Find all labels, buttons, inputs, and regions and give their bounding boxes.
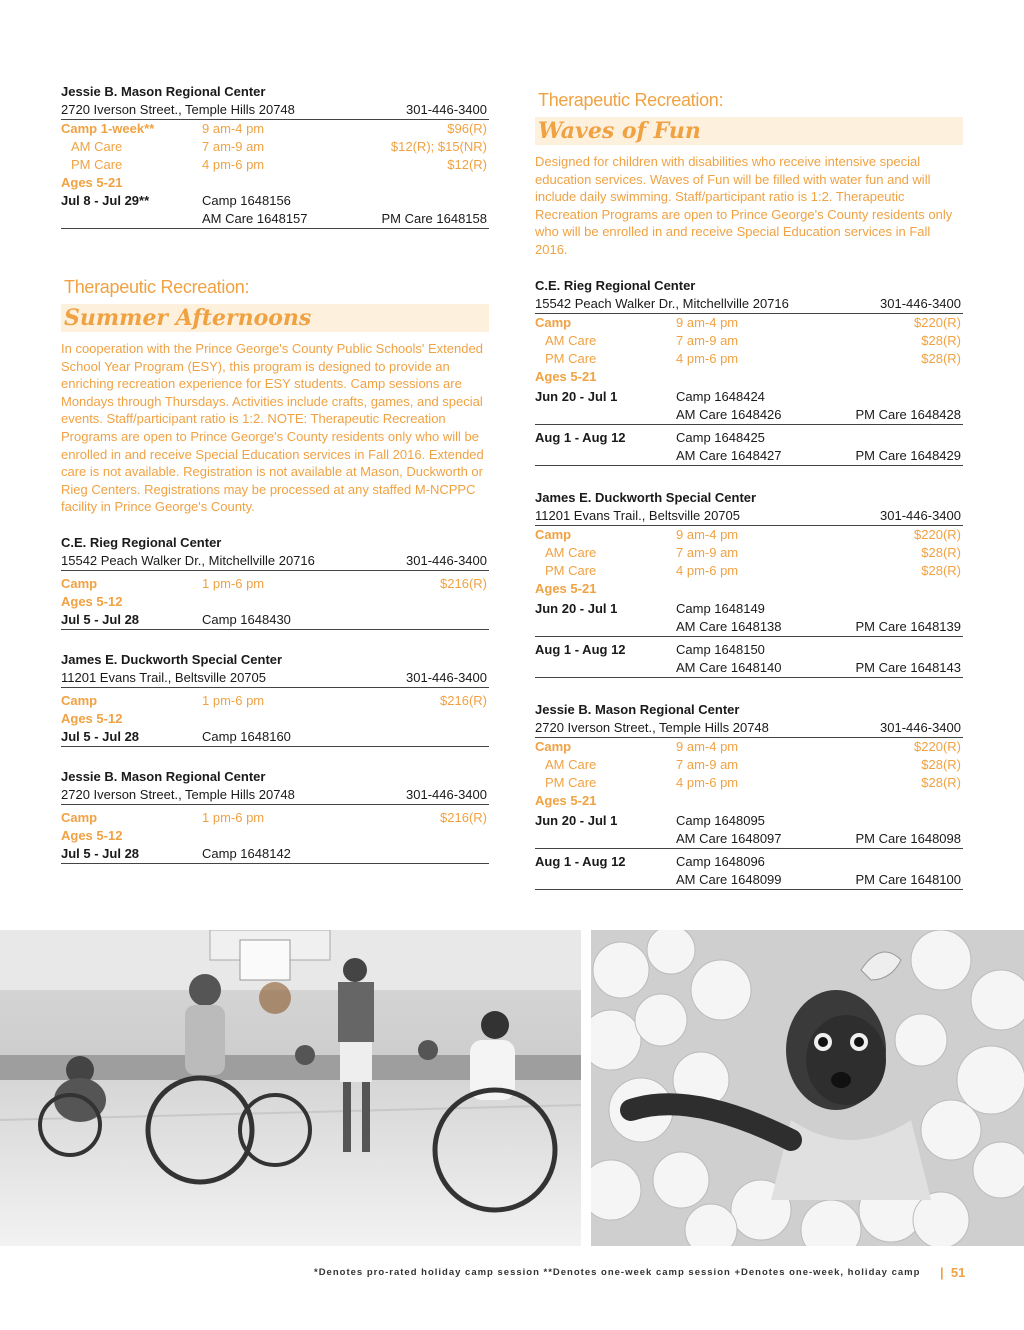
fee-time: 7 am-9 am: [202, 139, 265, 154]
fee-price: $28(R): [921, 563, 961, 578]
fee-price: $216(R): [440, 693, 487, 708]
session-row: [535, 429, 963, 447]
phone: 301-446-3400: [406, 787, 487, 802]
session-row: [535, 447, 963, 466]
fee-price: $28(R): [921, 775, 961, 790]
section-description: Designed for children with disabilities who receive intensive special education services. Waves of Fun will be filled with water fun and will include daily swimming. Staff/participant ratio is 1:2. Therapeutic Recreation Programs are open to Prince George's County residents only who will be enrolled in and receive Special Education services in Fall 2016.: [535, 154, 953, 257]
am-code: AM Care 1648138: [676, 619, 782, 634]
fee-label: AM Care: [545, 757, 597, 772]
fee-row: [535, 526, 963, 544]
fee-label: Camp: [61, 693, 98, 708]
fee-row: [61, 575, 489, 593]
am-code: AM Care 1648157: [202, 211, 308, 226]
section-description: In cooperation with the Prince George's County Public Schools' Extended School Year Program (ESY), this program is designed to provide an enriching recreation experience for ESY students. Camp sessions are Mondays through Thursdays. Activities include crafts, games, and special events. Staff/participant ratio is 1:2. NOTE: Therapeutic Recreation Programs are open to Prince George's County residents only who will be enrolled in and receive Special Education services in Fall 2016. Extended care is not available. Registration is not available at Mason, Duckworth or Rieg Centers. Registrations may be processed at any staffed M-NCPPC facility in Prince George's County.: [61, 341, 484, 515]
fee-label: Camp: [535, 527, 572, 542]
camp-code: Camp 1648096: [676, 854, 765, 869]
fee-price: $216(R): [440, 810, 487, 825]
section-title: Waves of Fun: [538, 118, 701, 144]
duckworth-waves-block: [535, 489, 963, 678]
ages: Ages 5-21: [535, 581, 597, 596]
session-row: [535, 812, 963, 830]
session-dates: Aug 1 - Aug 12: [535, 430, 626, 445]
fee-label: Camp: [61, 576, 98, 591]
camp-code: Camp 1648149: [676, 601, 765, 616]
fee-price: $220(R): [914, 527, 961, 542]
fee-label: Camp 1-week**: [61, 121, 155, 136]
camp-code: Camp 1648095: [676, 813, 765, 828]
address: 15542 Peach Walker Dr., Mitchellville 20716: [61, 553, 315, 568]
address-row: [61, 786, 489, 805]
camp-code: Camp 1648160: [202, 729, 291, 744]
fee-price: $28(R): [921, 351, 961, 366]
pm-code: PM Care 1648143: [855, 660, 961, 675]
fee-time: 7 am-9 am: [676, 333, 739, 348]
session-dates: Jul 8 - Jul 29**: [61, 193, 150, 208]
section-prefix: Therapeutic Recreation:: [538, 90, 724, 110]
am-code: AM Care 1648097: [676, 831, 782, 846]
center-name: James E. Duckworth Special Center: [61, 652, 283, 667]
center-name: Jessie B. Mason Regional Center: [61, 84, 266, 99]
section-banner: [61, 304, 489, 332]
address: 2720 Iverson Street., Temple Hills 20748: [61, 102, 295, 117]
fee-price: $12(R): [447, 157, 487, 172]
wheelchair-basketball-photo: [0, 930, 581, 1246]
fee-price: $12(R); $15(NR): [390, 139, 487, 154]
address: 15542 Peach Walker Dr., Mitchellville 20716: [535, 296, 789, 311]
pm-code: PM Care 1648428: [855, 407, 961, 422]
ball-pit-illustration: [591, 930, 1024, 1246]
session-row: [61, 611, 489, 630]
fee-row: [61, 138, 489, 156]
camp-code: Camp 1648425: [676, 430, 765, 445]
fee-time: 4 pm-6 pm: [676, 351, 739, 366]
fee-row: [61, 156, 489, 174]
session-dates: Jul 5 - Jul 28: [61, 729, 140, 744]
wheelchair-basketball-illustration: [0, 930, 581, 1246]
center-name: James E. Duckworth Special Center: [535, 490, 757, 505]
am-code: AM Care 1648427: [676, 448, 782, 463]
session-dates: Jun 20 - Jul 1: [535, 813, 618, 828]
page-number: | 51: [940, 1265, 966, 1280]
fee-price: $96(R): [447, 121, 487, 136]
ball-pit-photo: [591, 930, 1024, 1246]
session-row: [535, 871, 963, 890]
address: 2720 Iverson Street., Temple Hills 20748: [535, 720, 769, 735]
address-row: [535, 719, 963, 738]
fee-time: 1 pm-6 pm: [202, 810, 265, 825]
fee-price: $220(R): [914, 739, 961, 754]
ages: Ages 5-12: [61, 711, 123, 726]
am-code: AM Care 1648426: [676, 407, 782, 422]
fee-time: 4 pm-6 pm: [676, 563, 739, 578]
section-prefix: Therapeutic Recreation:: [64, 277, 250, 297]
fee-row: [535, 314, 963, 332]
camp-code: Camp 1648156: [202, 193, 291, 208]
fee-time: 4 pm-6 pm: [202, 157, 265, 172]
fee-time: 1 pm-6 pm: [202, 576, 265, 591]
center-name: Jessie B. Mason Regional Center: [61, 769, 266, 784]
phone: 301-446-3400: [880, 508, 961, 523]
session-dates: Aug 1 - Aug 12: [535, 854, 626, 869]
section-title: Summer Afternoons: [64, 305, 312, 331]
fee-label: Camp: [535, 739, 572, 754]
phone: 301-446-3400: [880, 720, 961, 735]
camp-code: Camp 1648424: [676, 389, 765, 404]
address-row: [61, 101, 489, 120]
fee-price: $28(R): [921, 333, 961, 348]
session-row: [535, 406, 963, 425]
fee-row: [535, 544, 963, 562]
camp-code: Camp 1648142: [202, 846, 291, 861]
phone: 301-446-3400: [880, 296, 961, 311]
fee-label: PM Care: [545, 563, 597, 578]
fee-label: PM Care: [71, 157, 123, 172]
page-number-value: 51: [950, 1265, 966, 1280]
fee-row: [535, 756, 963, 774]
section-banner: [535, 117, 963, 145]
ages: Ages 5-21: [535, 793, 597, 808]
session-row: [535, 830, 963, 849]
session-dates: Jun 20 - Jul 1: [535, 601, 618, 616]
ages: Ages 5-12: [61, 828, 123, 843]
fee-label: AM Care: [545, 333, 597, 348]
am-code: AM Care 1648140: [676, 660, 782, 675]
phone: 301-446-3400: [406, 553, 487, 568]
fee-row: [535, 738, 963, 756]
mason-waves-block: [535, 701, 963, 890]
fee-label: AM Care: [71, 139, 123, 154]
center-name: C.E. Rieg Regional Center: [61, 535, 222, 550]
fee-price: $220(R): [914, 315, 961, 330]
fee-label: PM Care: [545, 775, 597, 790]
fee-time: 9 am-4 pm: [676, 527, 739, 542]
mason-camp-block: [61, 83, 489, 229]
pm-code: PM Care 1648098: [855, 831, 961, 846]
session-row: [61, 728, 489, 747]
session-row: [535, 600, 963, 618]
address-row: [535, 295, 963, 314]
fee-time: 1 pm-6 pm: [202, 693, 265, 708]
am-code: AM Care 1648099: [676, 872, 782, 887]
fee-label: AM Care: [545, 545, 597, 560]
rieg-waves-block: [535, 277, 963, 466]
pm-code: PM Care 1648100: [855, 872, 961, 887]
session-row: [535, 388, 963, 406]
fee-time: 9 am-4 pm: [202, 121, 265, 136]
session-row: [535, 618, 963, 637]
fee-time: 9 am-4 pm: [676, 739, 739, 754]
session-row: [61, 845, 489, 864]
footnote: *Denotes pro-rated holiday camp session **Denotes one-week camp session +Denotes one-week, holiday camp: [314, 1267, 921, 1278]
session-row: [61, 210, 489, 229]
fee-time: 7 am-9 am: [676, 757, 739, 772]
address-row: [61, 552, 489, 571]
fee-row: [535, 350, 963, 368]
center-name: C.E. Rieg Regional Center: [535, 278, 696, 293]
camp-code: Camp 1648150: [676, 642, 765, 657]
address: 2720 Iverson Street., Temple Hills 20748: [61, 787, 295, 802]
fee-label: Camp: [61, 810, 98, 825]
fee-time: 7 am-9 am: [676, 545, 739, 560]
fee-time: 9 am-4 pm: [676, 315, 739, 330]
session-row: [535, 641, 963, 659]
fee-row: [61, 809, 489, 827]
fee-row: [535, 332, 963, 350]
address-row: [61, 669, 489, 688]
duckworth-afternoon-block: [61, 651, 489, 747]
phone: 301-446-3400: [406, 102, 487, 117]
fee-label: PM Care: [545, 351, 597, 366]
fee-price: $216(R): [440, 576, 487, 591]
session-dates: Jun 20 - Jul 1: [535, 389, 618, 404]
session-dates: Jul 5 - Jul 28: [61, 846, 140, 861]
pm-code: PM Care 1648429: [855, 448, 961, 463]
fee-row: [535, 774, 963, 792]
ages: Ages 5-21: [61, 175, 123, 190]
address: 11201 Evans Trail., Beltsville 20705: [61, 670, 266, 685]
pm-code: PM Care 1648139: [855, 619, 961, 634]
phone: 301-446-3400: [406, 670, 487, 685]
fee-time: 4 pm-6 pm: [676, 775, 739, 790]
session-row: [61, 192, 489, 210]
address-row: [535, 507, 963, 526]
ages: Ages 5-21: [535, 369, 597, 384]
fee-row: [535, 562, 963, 580]
center-name: Jessie B. Mason Regional Center: [535, 702, 740, 717]
session-dates: Aug 1 - Aug 12: [535, 642, 626, 657]
fee-price: $28(R): [921, 545, 961, 560]
session-dates: Jul 5 - Jul 28: [61, 612, 140, 627]
session-row: [535, 853, 963, 871]
fee-row: [61, 692, 489, 710]
fee-price: $28(R): [921, 757, 961, 772]
fee-row: [61, 120, 489, 138]
ages: Ages 5-12: [61, 594, 123, 609]
camp-code: Camp 1648430: [202, 612, 291, 627]
rieg-afternoon-block: [61, 534, 489, 630]
session-row: [535, 659, 963, 678]
pm-code: PM Care 1648158: [381, 211, 487, 226]
mason-afternoon-block: [61, 768, 489, 864]
address: 11201 Evans Trail., Beltsville 20705: [535, 508, 740, 523]
fee-label: Camp: [535, 315, 572, 330]
